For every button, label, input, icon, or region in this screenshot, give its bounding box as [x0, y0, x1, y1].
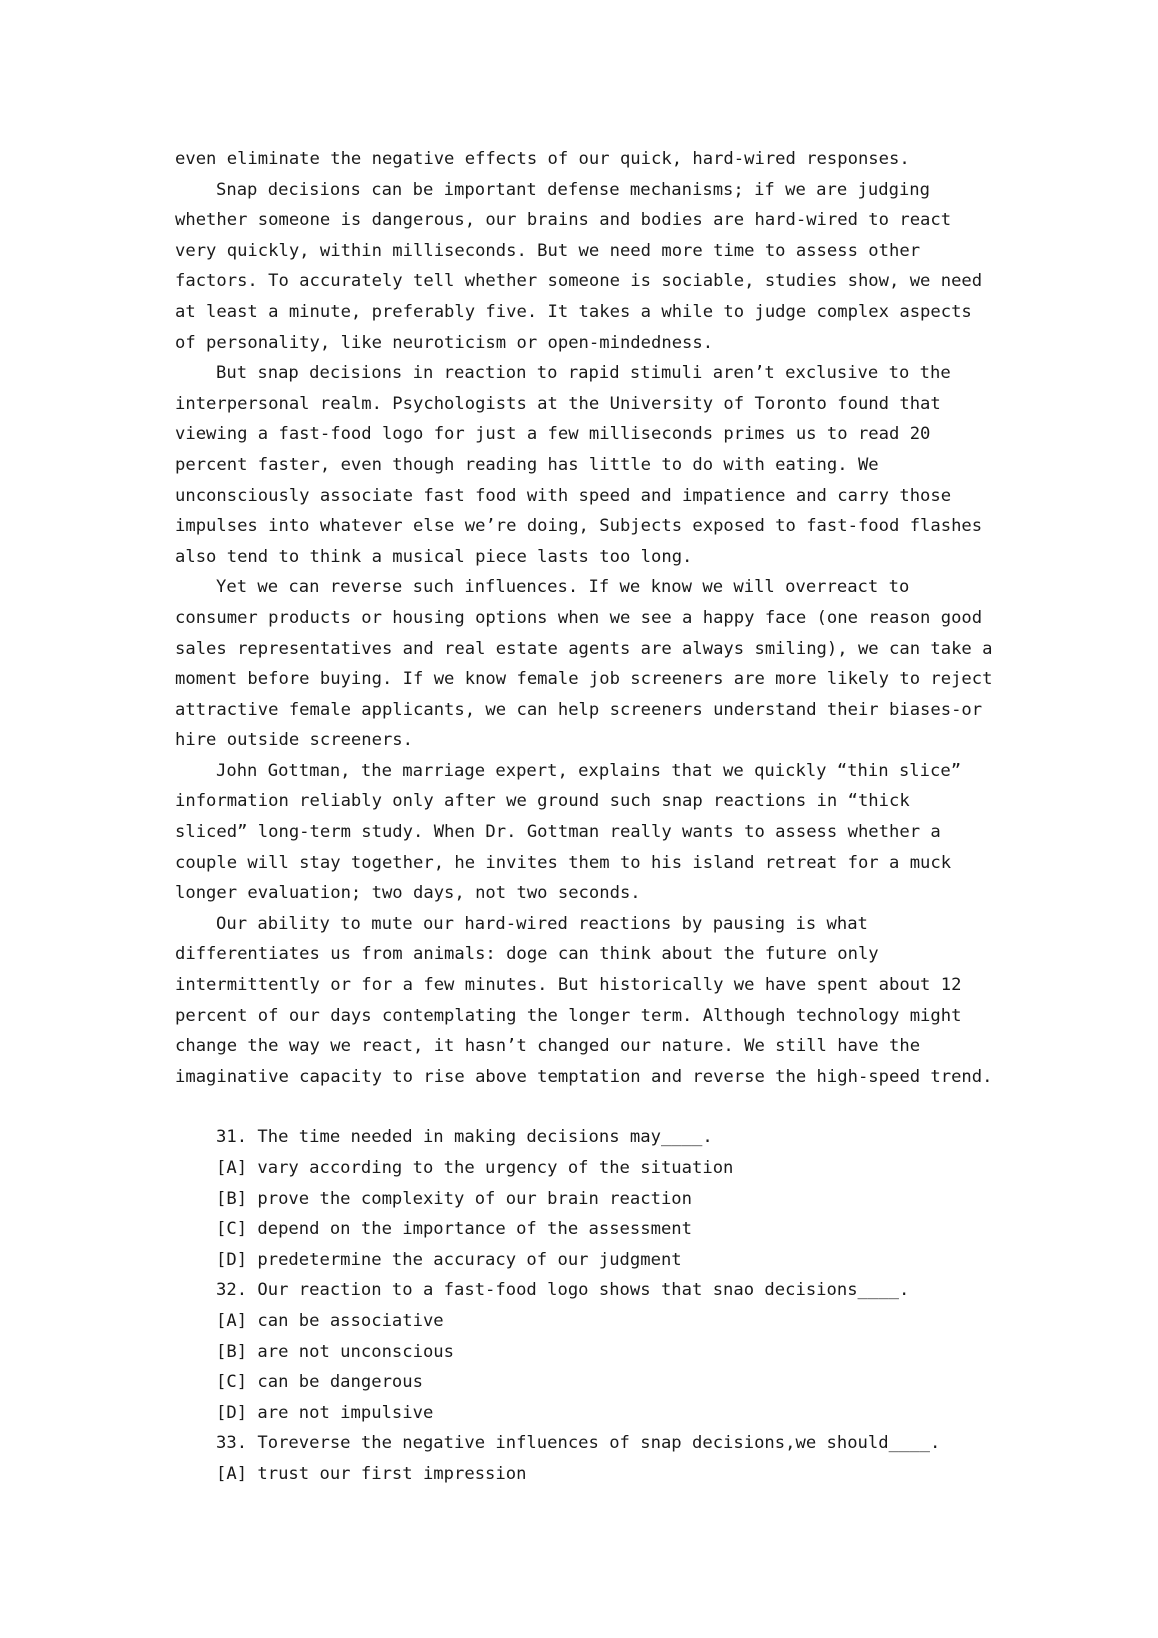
answer-option: [A] can be associative — [216, 1310, 444, 1331]
passage-line: at least a minute, preferably five. It takes a while to judge complex aspects — [175, 301, 972, 322]
passage-line: John Gottman, the marriage expert, explains that we quickly “thin slice” — [216, 760, 962, 781]
answer-option: [C] depend on the importance of the assessment — [216, 1219, 692, 1240]
passage-line: consumer products or housing options when we see a happy face (one reason good — [175, 607, 983, 628]
passage-line: percent of our days contemplating the longer term. Although technology might — [175, 1005, 962, 1026]
question-32 — [175, 1275, 1005, 1428]
passage-line: interpersonal realm. Psychologists at the University of Toronto found that — [175, 393, 941, 414]
question-stem: 32. Our reaction to a fast-food logo shows that snao decisions____. — [216, 1280, 910, 1301]
passage-line: longer evaluation; two days, not two seconds. — [175, 883, 641, 904]
passage-line: differentiates us from animals: doge can think about the future only — [175, 944, 879, 965]
passage-line: attractive female applicants, we can help screeners understand their biases-or — [175, 699, 983, 720]
question-31 — [175, 1122, 1005, 1275]
passage-line: also tend to think a musical piece lasts too long. — [175, 546, 693, 567]
answer-option: [B] prove the complexity of our brain reaction — [216, 1188, 692, 1209]
passage-line: imaginative capacity to rise above temptation and reverse the high-speed trend. — [175, 1066, 993, 1087]
passage-line: Snap decisions can be important defense mechanisms; if we are judging — [216, 179, 930, 200]
passage-line: information reliably only after we ground such snap reactions in “thick — [175, 791, 910, 812]
answer-option: [B] are not unconscious — [216, 1341, 454, 1362]
document-body — [175, 144, 1005, 1490]
answer-option: [A] trust our first impression — [216, 1463, 527, 1484]
passage-line: very quickly, within milliseconds. But we need more time to assess other — [175, 240, 921, 261]
answer-option: [C] can be dangerous — [216, 1372, 423, 1393]
passage-line: whether someone is dangerous, our brains and bodies are hard-wired to react — [175, 210, 952, 231]
passage-line: Yet we can reverse such influences. If we know we will overreact to — [216, 577, 910, 598]
passage-line: couple will stay together, he invites them to his island retreat for a muck — [175, 852, 952, 873]
passage-line: moment before buying. If we know female job screeners are more likely to reject — [175, 669, 993, 690]
passage-line: impulses into whatever else we’re doing, Subjects exposed to fast-food flashes — [175, 516, 983, 537]
passage — [175, 144, 1005, 1092]
question-33 — [175, 1428, 1005, 1489]
passage-line: factors. To accurately tell whether someone is sociable, studies show, we need — [175, 271, 983, 292]
passage-line: But snap decisions in reaction to rapid stimuli aren’t exclusive to the — [216, 363, 951, 384]
answer-option: [A] vary according to the urgency of the situation — [216, 1158, 734, 1178]
passage-line: viewing a fast-food logo for just a few milliseconds primes us to read 20 — [175, 424, 931, 445]
passage-line: percent faster, even though reading has little to do with eating. We — [175, 454, 879, 475]
passage-line: sales representatives and real estate agents are always smiling), we can take a — [175, 638, 993, 659]
question-stem: 31. The time needed in making decisions may____. — [216, 1127, 713, 1148]
questions — [175, 1122, 1005, 1489]
passage-line: sliced” long-term study. When Dr. Gottman really wants to assess whether a — [175, 822, 941, 843]
passage-line: hire outside screeners. — [175, 730, 413, 751]
passage-line: even eliminate the negative effects of our quick, hard-wired responses. — [175, 149, 910, 169]
answer-option: [D] are not impulsive — [216, 1402, 434, 1423]
answer-option: [D] predetermine the accuracy of our judgment — [216, 1249, 682, 1270]
passage-line: Our ability to mute our hard-wired reactions by pausing is what — [216, 913, 868, 934]
section-gap — [175, 1092, 1005, 1122]
passage-line: of personality, like neuroticism or open-mindedness. — [175, 332, 714, 353]
passage-line: unconsciously associate fast food with speed and impatience and carry those — [175, 485, 952, 506]
question-stem: 33. Toreverse the negative influences of snap decisions,we should____. — [216, 1433, 941, 1454]
passage-line: intermittently or for a few minutes. But historically we have spent about 12 — [175, 975, 962, 996]
passage-line: change the way we react, it hasn’t changed our nature. We still have the — [175, 1036, 921, 1057]
